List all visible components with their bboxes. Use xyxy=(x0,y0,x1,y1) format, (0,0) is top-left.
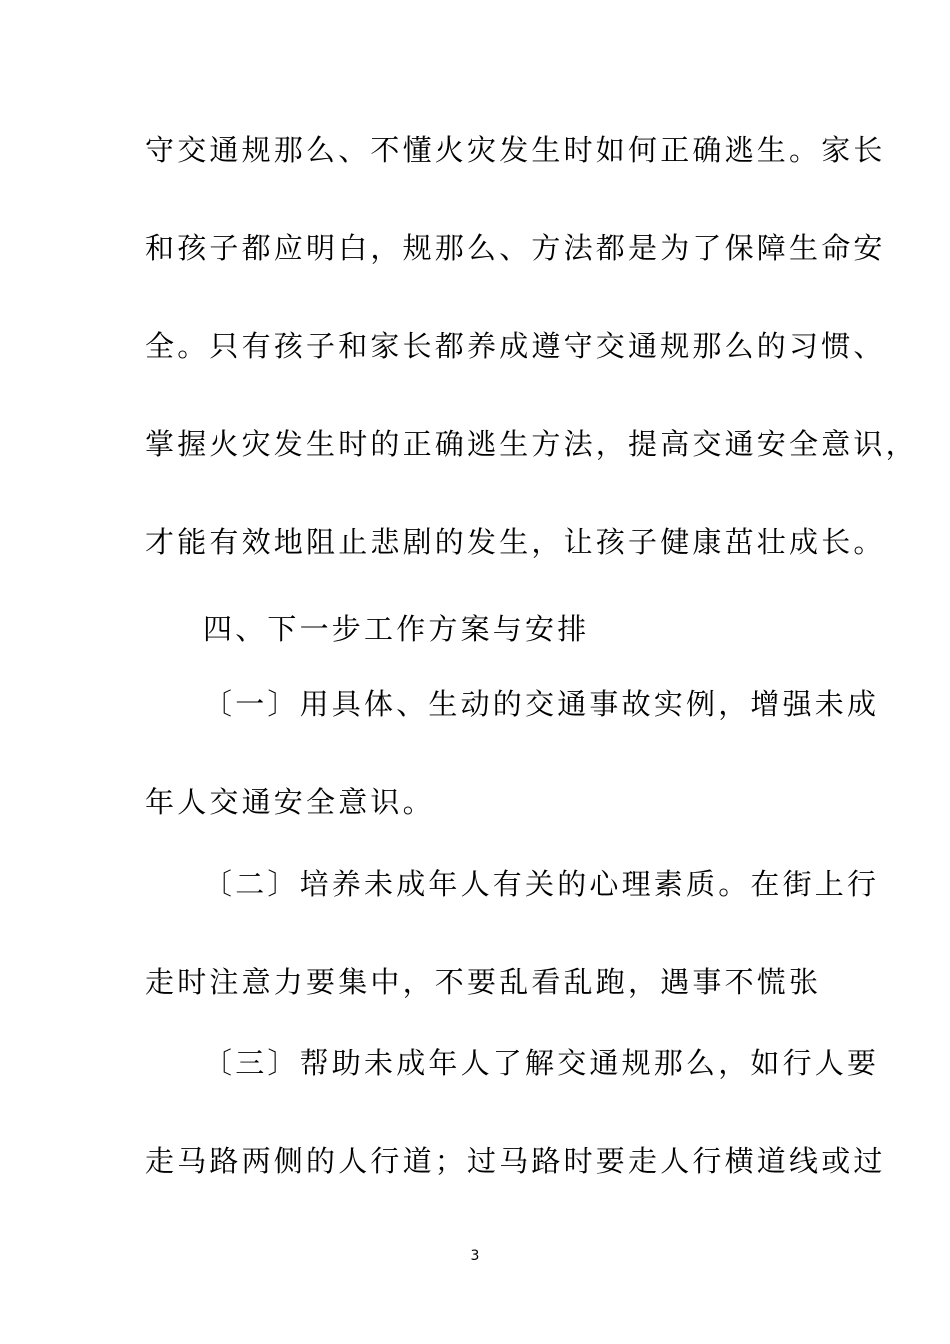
body-text-line-3: 全。只有孩子和家长都养成遵守交通规那么的习惯、 xyxy=(145,329,886,363)
body-text-line-1: 守交通规那么、不懂火灾发生时如何正确逃生。家长 xyxy=(145,133,886,167)
body-text-line-5: 才能有效地阻止悲剧的发生，让孩子健康茁壮成长。 xyxy=(145,525,886,559)
section-heading: 四、下一步工作方案与安排 xyxy=(203,612,590,646)
list-item-3-line-1: 〔三〕帮助未成年人了解交通规那么，如行人要 xyxy=(203,1046,880,1080)
page-number: 3 xyxy=(470,1248,480,1264)
list-item-3-line-2: 走马路两侧的人行道；过马路时要走人行横道线或过 xyxy=(145,1144,886,1178)
body-text-line-4: 掌握火灾发生时的正确逃生方法，提高交通安全意识， xyxy=(145,427,918,461)
list-item-2-line-1: 〔二〕培养未成年人有关的心理素质。在街上行 xyxy=(203,867,880,901)
list-item-1-line-1: 〔一〕用具体、生动的交通事故实例，增强未成 xyxy=(203,687,880,721)
list-item-2-line-2: 走时注意力要集中，不要乱看乱跑，遇事不慌张 xyxy=(145,965,822,999)
body-text-line-2: 和孩子都应明白，规那么、方法都是为了保障生命安 xyxy=(145,231,886,265)
list-item-1-line-2: 年人交通安全意识。 xyxy=(145,785,435,819)
